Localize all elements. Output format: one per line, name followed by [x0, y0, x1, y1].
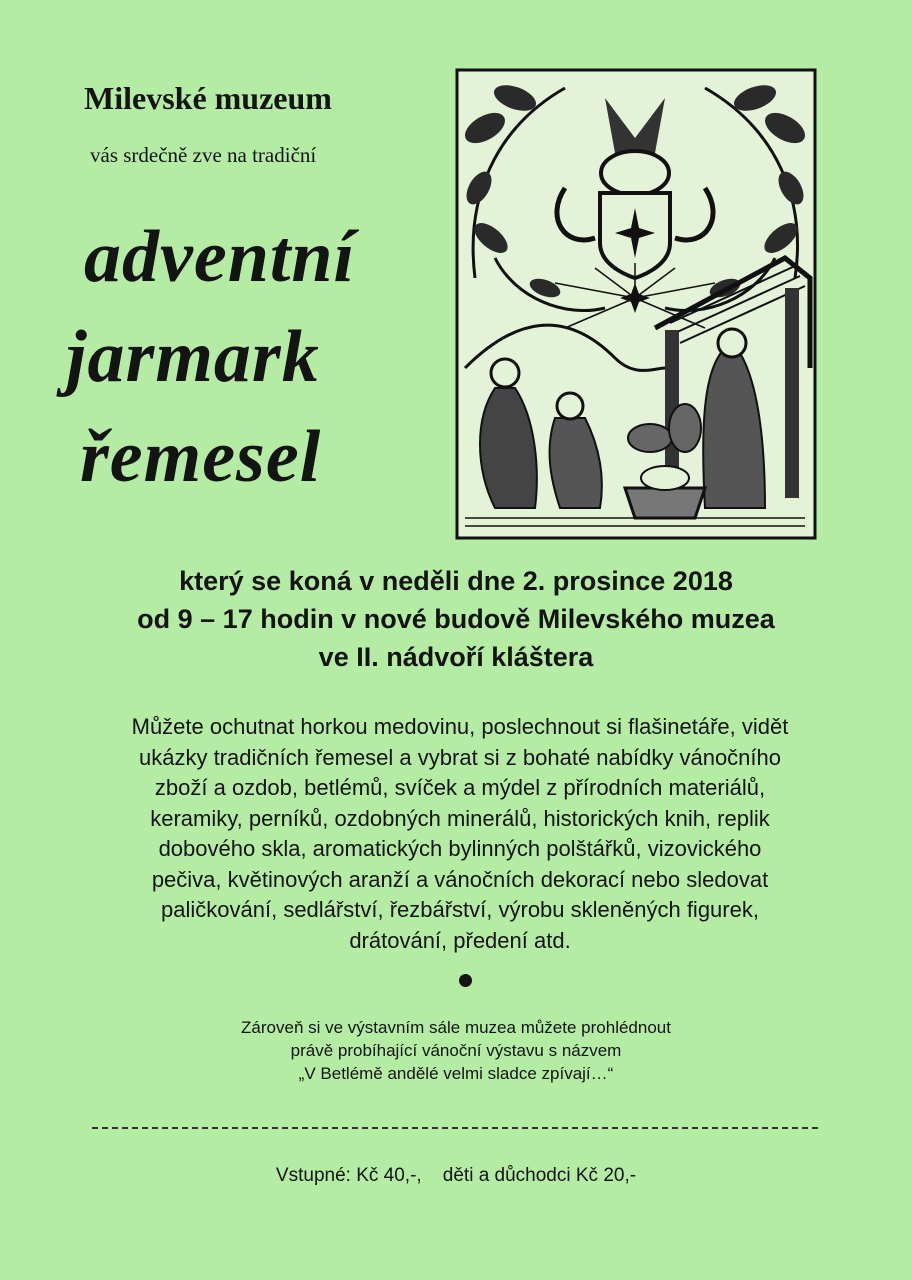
- title-line-2: jarmark: [66, 316, 320, 398]
- museum-name: Milevské muzeum: [84, 80, 332, 116]
- description-line: keramiky, perníků, ozdobných minerálů, historických knih, replik: [150, 805, 770, 831]
- description-line: pečiva, květinových aranží a vánočních dekorací nebo sledovat: [151, 866, 769, 892]
- exhibition-line: „V Betlémě andělé velmi sladce zpívají…“: [298, 1064, 614, 1083]
- dashed-divider: [92, 1127, 818, 1129]
- exhibition-line: Zároveň si ve výstavním sále muzea můžete prohlédnout: [241, 1018, 671, 1037]
- bullet-separator: [459, 974, 472, 987]
- event-location-line: ve II. nádvoří kláštera: [318, 642, 594, 672]
- title-line-1: adventní: [84, 216, 356, 298]
- admission-price: Vstupné: Kč 40,-, děti a důchodci Kč 20,-: [275, 1165, 637, 1186]
- event-time-place-line: od 9 – 17 hodin v nové budově Milevského muzea: [137, 604, 775, 634]
- exhibition-line: právě probíhající vánoční výstavu s názvem: [290, 1041, 622, 1060]
- description-line: ukázky tradičních řemesel a vybrat si z bohaté nabídky vánočního: [138, 744, 781, 770]
- description-line: dobového skla, aromatických bylinných polštářků, vizovického: [158, 836, 762, 861]
- title-line-3: řemesel: [80, 416, 322, 498]
- nativity-woodcut-illustration: [455, 68, 817, 540]
- description-line: Můžete ochutnat horkou medovinu, poslechnout si flašinetáře, vidět: [131, 714, 789, 739]
- invite-line: vás srdečně zve na tradiční: [90, 143, 317, 167]
- event-date-line: který se koná v neděli dne 2. prosince 2018: [179, 566, 733, 596]
- description-line: zboží a ozdob, betlémů, svíček a mýdel z přírodních materiálů,: [154, 775, 766, 800]
- description-line: drátování, předení atd.: [349, 927, 571, 953]
- exhibition-note: [0, 1016, 912, 1085]
- description-paragraph: [70, 712, 850, 956]
- description-line: paličkování, sedlářství, řezbářství, výrobu skleněných figurek,: [161, 897, 759, 922]
